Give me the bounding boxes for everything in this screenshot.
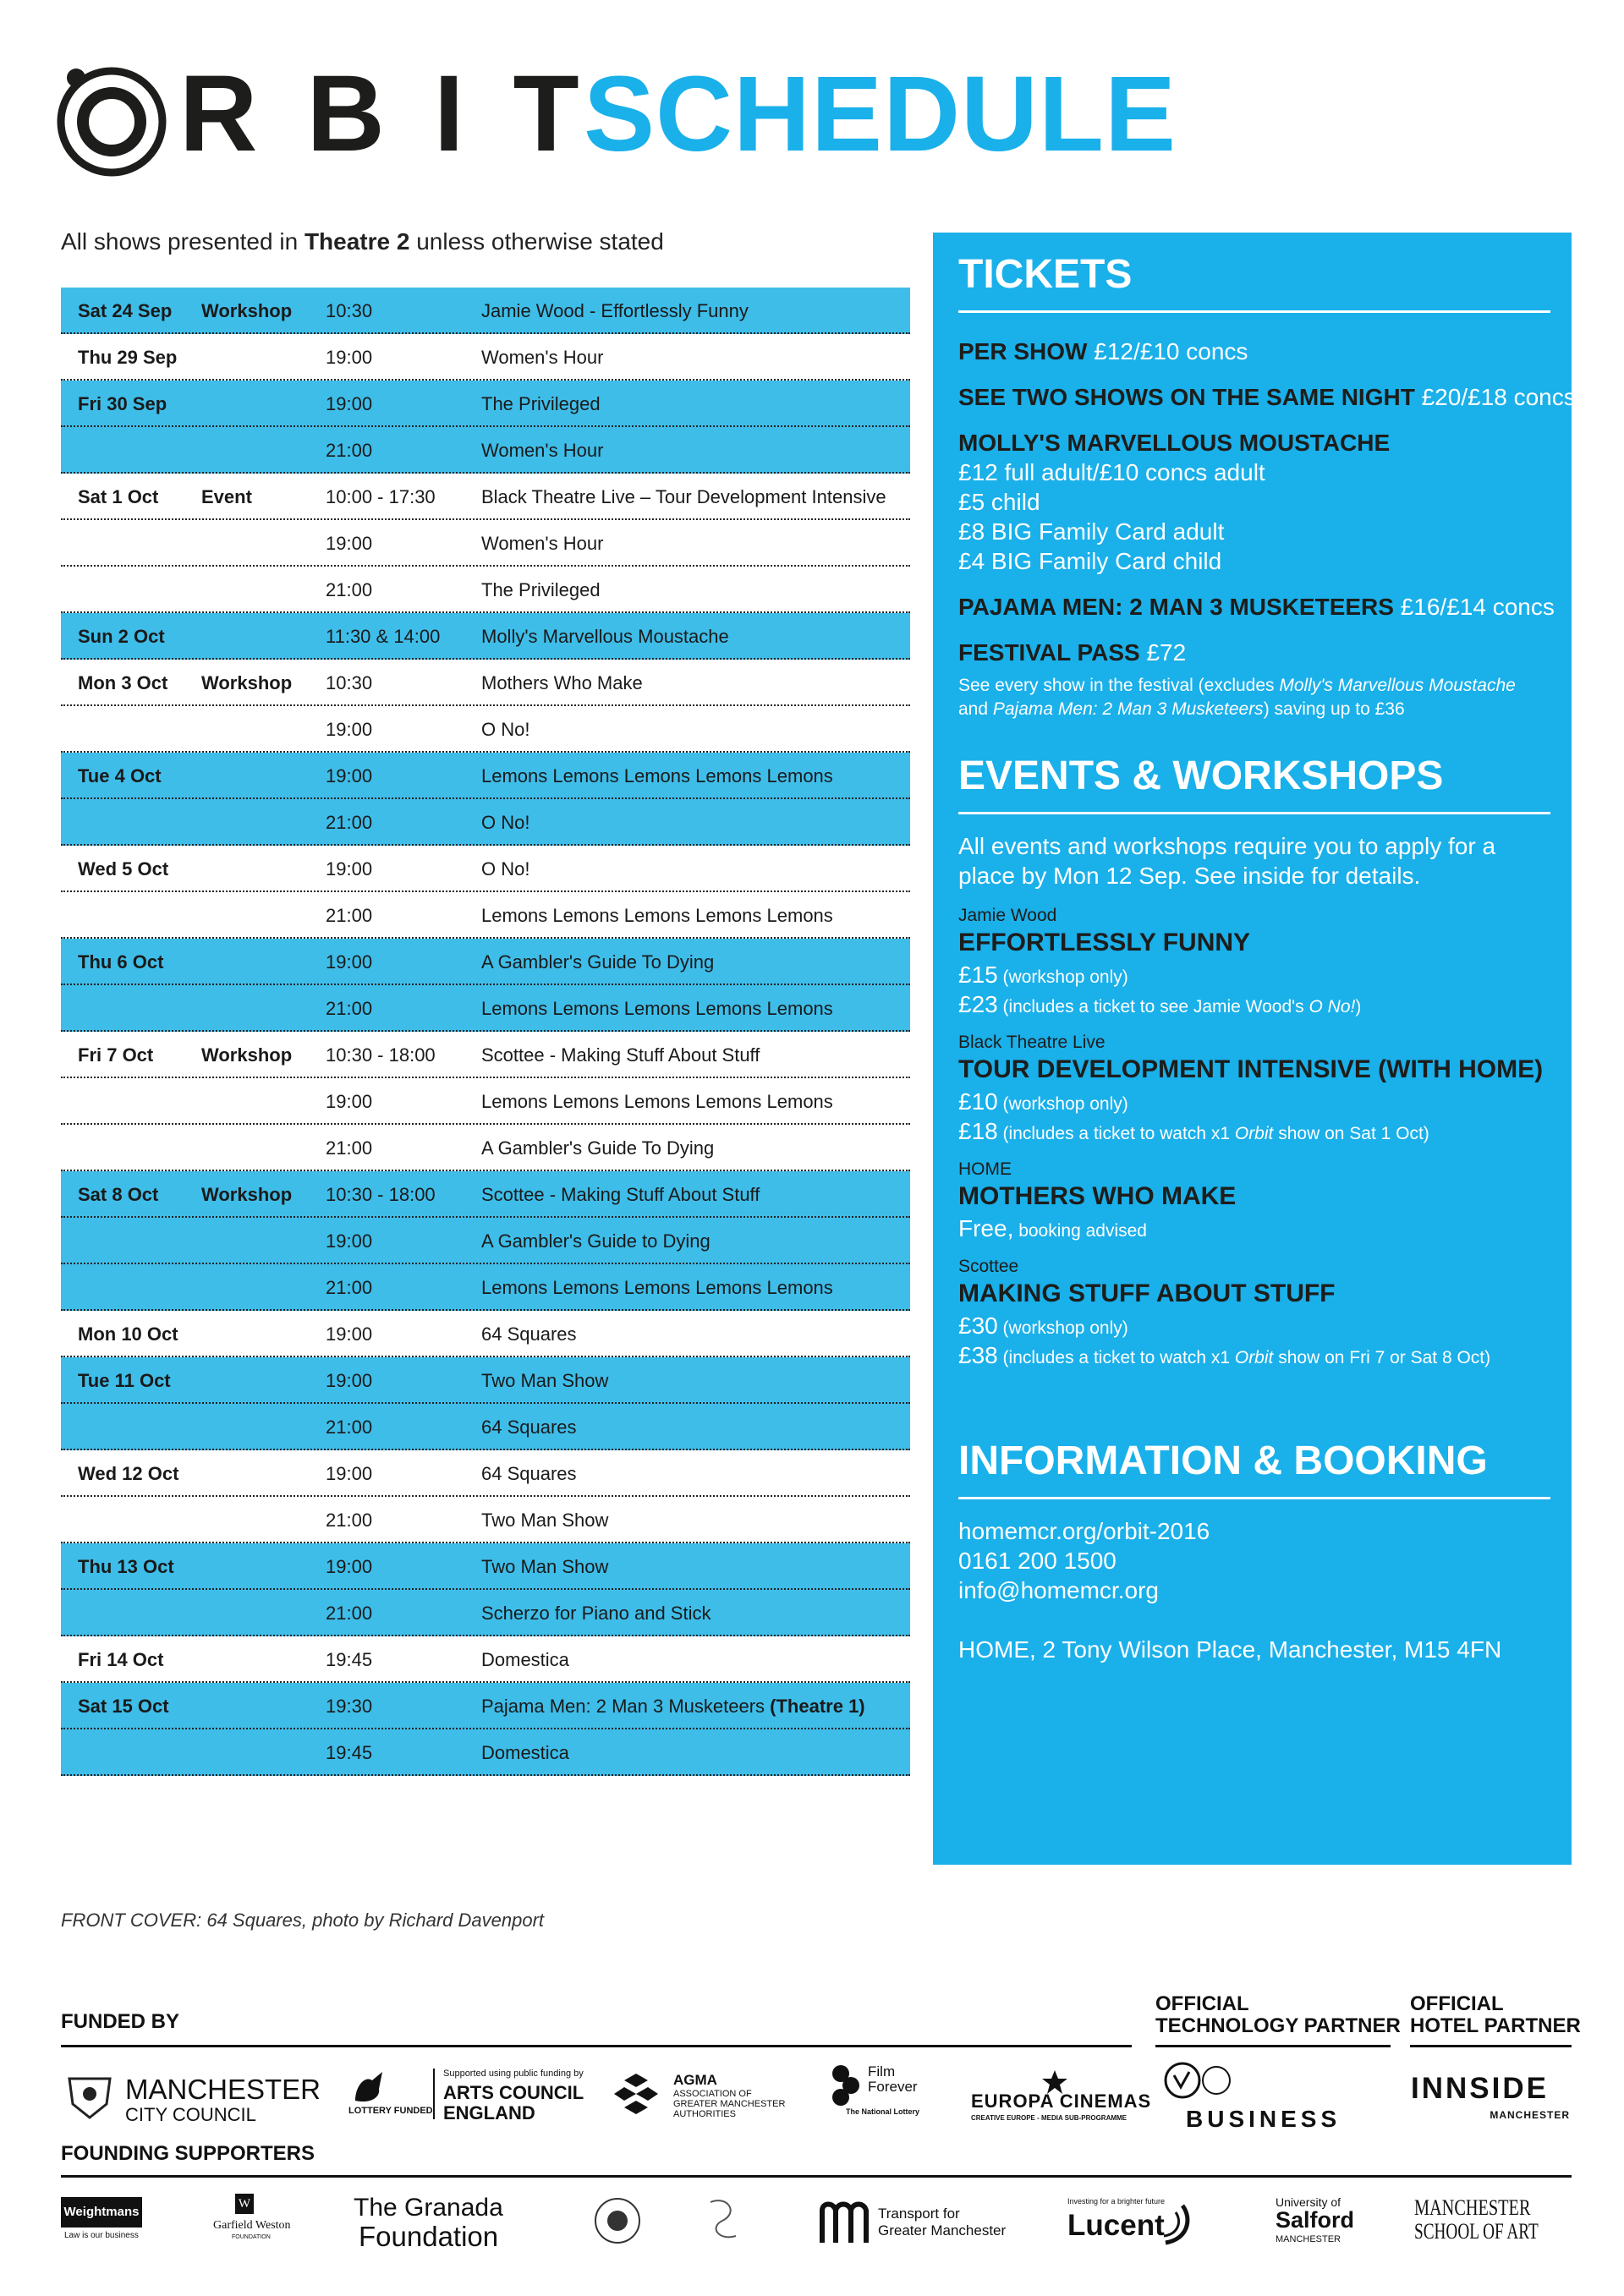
events-heading: EVENTS & WORKSHOPS xyxy=(958,753,1444,798)
tickets-rule xyxy=(958,310,1550,313)
schedule-title-text: Women's Hour xyxy=(481,533,604,554)
schedule-row xyxy=(61,1125,910,1171)
schedule-row xyxy=(61,567,910,613)
schedule-time: 19:00 xyxy=(326,1463,373,1484)
founding-heading: FOUNDING SUPPORTERS xyxy=(61,2142,315,2165)
schedule-title-text: Scottee - Making Stuff About Stuff xyxy=(481,1044,760,1066)
event-2-title: TOUR DEVELOPMENT INTENSIVE (WITH HOME) xyxy=(958,1055,1544,1083)
schedule-row xyxy=(61,613,910,660)
event-4-by: Scottee xyxy=(958,1257,1019,1276)
schedule-title-text: Molly's Marvellous Moustache xyxy=(481,626,729,647)
schedule-date: Fri 7 Oct xyxy=(78,1044,154,1066)
schedule-time: 21:00 xyxy=(326,1277,373,1298)
pass-price: £72 xyxy=(1139,639,1187,666)
schedule-title-text: Two Man Show xyxy=(481,1510,609,1531)
schedule-date: Sat 8 Oct xyxy=(78,1184,159,1205)
info-phone[interactable]: 0161 200 1500 xyxy=(958,1548,1116,1574)
per-show-label: PER SHOW xyxy=(958,338,1088,364)
tech-partner-heading: OFFICIAL TECHNOLOGY PARTNER xyxy=(1155,1992,1401,2037)
schedule-time: 19:00 xyxy=(326,951,373,973)
schedule-title-text: Lemons Lemons Lemons Lemons Lemons xyxy=(481,1277,833,1298)
schedule-row xyxy=(61,1032,910,1078)
schedule-time: 19:00 xyxy=(326,719,373,740)
schedule-row xyxy=(61,846,910,892)
founding-rule xyxy=(61,2175,1572,2178)
schedule-title-text: 64 Squares xyxy=(481,1323,577,1345)
schedule-time: 19:00 xyxy=(326,1370,373,1391)
schedule-row xyxy=(61,520,910,567)
schedule-title xyxy=(481,1277,833,1299)
lucent-arc-icon xyxy=(1140,2197,1191,2248)
pass-note-2: and Pajama Men: 2 Man 3 Musketeers) saving up to £36 xyxy=(958,699,1405,719)
charitable-trust-logo xyxy=(592,2195,643,2250)
schedule-row xyxy=(61,427,910,474)
schedule-time: 19:00 xyxy=(326,1230,373,1252)
schedule-time: 21:00 xyxy=(326,812,373,833)
schedule-title xyxy=(481,393,601,415)
schedule-title-text: Jamie Wood - Effortlessly Funny xyxy=(481,300,749,321)
schedule-title xyxy=(481,719,529,741)
tfgm-m-icon xyxy=(817,2199,871,2244)
molly-label: MOLLY'S MARVELLOUS MOUSTACHE xyxy=(958,430,1391,456)
schedule-title xyxy=(481,1091,833,1113)
intro-note xyxy=(61,228,664,255)
schedule-title-text: Scottee - Making Stuff About Stuff xyxy=(481,1184,760,1205)
agma-cubes-icon xyxy=(614,2072,658,2118)
schedule-row xyxy=(61,1636,910,1683)
event-4-price-2: £38 (includes a ticket to watch x1 Orbit show on Fri 7 or Sat 8 Oct) xyxy=(958,1342,1491,1368)
pajama-label: PAJAMA MEN: 2 MAN 3 MUSKETEERS xyxy=(958,594,1394,620)
schedule-title-text: Scherzo for Piano and Stick xyxy=(481,1603,711,1624)
schedule-title xyxy=(481,1463,577,1485)
event-4-price-1: £30 (workshop only) xyxy=(958,1312,1128,1339)
schedule-title xyxy=(481,533,603,555)
events-rule xyxy=(958,812,1550,814)
funded-rule xyxy=(61,2045,1132,2047)
hotel-rule xyxy=(1410,2045,1572,2047)
pass-note-1: See every show in the festival (excludes Molly's Marvellous Moustache xyxy=(958,676,1516,695)
per-show-price: £12/£10 concs xyxy=(1087,338,1248,364)
info-address: HOME, 2 Tony Wilson Place, Manchester, M15 4FN xyxy=(958,1636,1502,1663)
schedule-title-text: Women's Hour xyxy=(481,440,604,461)
schedule-title xyxy=(481,1649,569,1671)
schedule-title-text: A Gambler's Guide to Dying xyxy=(481,1230,710,1252)
info-panel xyxy=(933,233,1576,1865)
schedule-date: Mon 3 Oct xyxy=(78,672,168,693)
event-2-price-1: £10 (workshop only) xyxy=(958,1088,1128,1115)
schedule-type: Workshop xyxy=(201,1044,293,1066)
schedule-date: Mon 10 Oct xyxy=(78,1323,178,1345)
schedule-title xyxy=(481,1556,608,1578)
bfi-circles-icon xyxy=(831,2063,870,2112)
schedule-time: 10:30 xyxy=(326,300,373,321)
two-shows-price: £20/£18 concs xyxy=(1414,384,1576,410)
event-1-by: Jamie Wood xyxy=(958,906,1057,925)
schedule-time: 19:00 xyxy=(326,1091,373,1112)
schedule-time: 21:00 xyxy=(326,440,373,461)
schedule-title-text: Domestica xyxy=(481,1742,569,1763)
schedule-title-text: Lemons Lemons Lemons Lemons Lemons xyxy=(481,765,833,786)
event-2-by: Black Theatre Live xyxy=(958,1033,1106,1052)
schedule-row xyxy=(61,939,910,985)
intro-pre: All shows presented in xyxy=(61,228,304,255)
event-3-title: MOTHERS WHO MAKE xyxy=(958,1182,1237,1210)
schedule-time: 21:00 xyxy=(326,1137,373,1159)
schedule-time: 19:00 xyxy=(326,533,373,554)
schedule-row xyxy=(61,1590,910,1636)
virgin-media-icon xyxy=(1155,2062,1240,2101)
schedule-date: Fri 30 Sep xyxy=(78,393,167,414)
schedule-title-text: The Privileged xyxy=(481,579,601,600)
schedule-time: 10:00 - 17:30 xyxy=(326,486,436,507)
schedule-time: 21:00 xyxy=(326,1510,373,1531)
info-heading: INFORMATION & BOOKING xyxy=(958,1438,1488,1483)
schedule-venue-note: (Theatre 1) xyxy=(770,1696,865,1717)
monogram-icon xyxy=(702,2195,744,2243)
cover-credit: FRONT COVER: 64 Squares, photo by Richard Davenport xyxy=(61,1910,545,1931)
event-2-price-2: £18 (includes a ticket to watch x1 Orbit show on Sat 1 Oct) xyxy=(958,1118,1429,1144)
schedule-date: Thu 29 Sep xyxy=(78,347,178,368)
schedule-row xyxy=(61,799,910,846)
schedule-row xyxy=(61,1729,910,1776)
schedule-title xyxy=(481,1742,569,1764)
schedule-time: 19:45 xyxy=(326,1649,373,1670)
page-title: SCHEDULE xyxy=(584,54,1177,173)
schedule-time: 21:00 xyxy=(326,905,373,926)
schedule-title xyxy=(481,905,833,927)
schedule-title xyxy=(481,1696,865,1718)
schedule-title xyxy=(481,998,833,1020)
events-intro-2: place by Mon 12 Sep. See inside for details. xyxy=(958,863,1421,889)
schedule-table xyxy=(61,288,910,1776)
schedule-time: 19:00 xyxy=(326,858,373,879)
schedule-title xyxy=(481,951,714,973)
crest-icon xyxy=(61,2070,118,2121)
schedule-time: 21:00 xyxy=(326,1417,373,1438)
info-email[interactable]: info@homemcr.org xyxy=(958,1577,1159,1603)
schedule-title xyxy=(481,1510,608,1532)
molly-price-1: £12 full adult/£10 concs adult xyxy=(958,459,1265,485)
molly-price-4: £4 BIG Family Card child xyxy=(958,548,1222,574)
schedule-title-text: Women's Hour xyxy=(481,347,604,368)
schedule-row xyxy=(61,1404,910,1450)
schedule-row xyxy=(61,706,910,753)
pajama xyxy=(958,594,1555,621)
schedule-title-text: Two Man Show xyxy=(481,1370,609,1391)
schedule-row xyxy=(61,288,910,334)
schedule-row xyxy=(61,1497,910,1543)
schedule-title xyxy=(481,626,729,648)
schedule-time: 19:45 xyxy=(326,1742,373,1763)
schedule-time: 19:00 xyxy=(326,393,373,414)
ace-divider xyxy=(433,2069,435,2119)
schedule-title-text: Black Theatre Live – Tour Development Intensive xyxy=(481,486,886,507)
schedule-title xyxy=(481,672,643,694)
schedule-type: Event xyxy=(201,486,252,507)
schedule-title xyxy=(481,1370,608,1392)
orbit-logo xyxy=(52,52,628,179)
schedule-title xyxy=(481,1603,710,1625)
event-1-price-2: £23 (includes a ticket to see Jamie Wood's O No!) xyxy=(958,991,1362,1017)
schedule-title xyxy=(481,765,833,787)
schedule-row xyxy=(61,1311,910,1357)
schedule-title-text: Lemons Lemons Lemons Lemons Lemons xyxy=(481,1091,833,1112)
schedule-row xyxy=(61,1543,910,1590)
event-1-price-1: £15 (workshop only) xyxy=(958,962,1128,988)
schedule-time: 11:30 & 14:00 xyxy=(326,626,441,647)
molly-price-2: £5 child xyxy=(958,489,1040,515)
event-1-title: EFFORTLESSLY FUNNY xyxy=(958,929,1251,956)
schedule-title-text: A Gambler's Guide To Dying xyxy=(481,1137,715,1159)
schedule-date: Sun 2 Oct xyxy=(78,626,165,647)
funded-by-heading: FUNDED BY xyxy=(61,2010,180,2033)
schedule-title-text: 64 Squares xyxy=(481,1417,577,1438)
molly-price-3: £8 BIG Family Card adult xyxy=(958,518,1225,545)
schedule-title-text: Mothers Who Make xyxy=(481,672,643,693)
schedule-date: Tue 4 Oct xyxy=(78,765,162,786)
garfield-mark-icon: W xyxy=(235,2194,254,2214)
intro-bold: Theatre 2 xyxy=(304,228,410,255)
schedule-time: 19:00 xyxy=(326,1556,373,1577)
schedule-time: 21:00 xyxy=(326,1603,373,1624)
schedule-type: Workshop xyxy=(201,1184,293,1205)
schedule-time: 10:30 - 18:00 xyxy=(326,1184,436,1205)
festival-pass xyxy=(958,639,1186,666)
two-shows xyxy=(958,384,1576,411)
schedule-title xyxy=(481,1044,760,1066)
foundation-monogram-logo xyxy=(702,2195,744,2247)
schedule-row xyxy=(61,1357,910,1404)
info-website[interactable]: homemcr.org/orbit-2016 xyxy=(958,1518,1210,1544)
schedule-date: Sat 1 Oct xyxy=(78,486,159,507)
schedule-title-text: O No! xyxy=(481,858,530,879)
schedule-type: Workshop xyxy=(201,672,293,693)
schedule-time: 19:00 xyxy=(326,347,373,368)
event-3-price-1: Free, booking advised xyxy=(958,1215,1147,1241)
schedule-title-text: A Gambler's Guide To Dying xyxy=(481,951,715,973)
schedule-title xyxy=(481,1230,710,1252)
schedule-time: 10:30 xyxy=(326,672,373,693)
hotel-partner-heading: OFFICIAL HOTEL PARTNER xyxy=(1410,1992,1581,2037)
schedule-title xyxy=(481,1323,577,1345)
schedule-row xyxy=(61,753,910,799)
tickets-heading: TICKETS xyxy=(958,252,1133,297)
schedule-title xyxy=(481,1184,760,1206)
schedule-time: 19:00 xyxy=(326,1323,373,1345)
tech-rule xyxy=(1155,2045,1391,2047)
schedule-type: Workshop xyxy=(201,300,293,321)
schedule-date: Thu 6 Oct xyxy=(78,951,164,973)
schedule-title-text: Pajama Men: 2 Man 3 Musketeers xyxy=(481,1696,771,1717)
schedule-time: 19:00 xyxy=(326,765,373,786)
schedule-title xyxy=(481,858,529,880)
schedule-title xyxy=(481,579,601,601)
schedule-time: 10:30 - 18:00 xyxy=(326,1044,436,1066)
schedule-row xyxy=(61,1218,910,1264)
schedule-title-text: Lemons Lemons Lemons Lemons Lemons xyxy=(481,905,833,926)
schedule-row xyxy=(61,334,910,381)
event-4-title: MAKING STUFF ABOUT STUFF xyxy=(958,1280,1336,1307)
schedule-time: 21:00 xyxy=(326,998,373,1019)
two-shows-label: SEE TWO SHOWS ON THE SAME NIGHT xyxy=(958,384,1415,410)
schedule-title-text: O No! xyxy=(481,719,530,740)
trust-seal-icon xyxy=(592,2195,643,2246)
schedule-title-text: 64 Squares xyxy=(481,1463,577,1484)
schedule-title-text: Lemons Lemons Lemons Lemons Lemons xyxy=(481,998,833,1019)
schedule-row xyxy=(61,985,910,1032)
orbit-logo-letters: RBIT xyxy=(179,53,628,174)
schedule-row xyxy=(61,660,910,706)
lottery-hand-icon xyxy=(348,2069,389,2104)
schedule-date: Tue 11 Oct xyxy=(78,1370,171,1391)
schedule-time: 19:30 xyxy=(326,1696,373,1717)
schedule-title-text: The Privileged xyxy=(481,393,601,414)
schedule-row xyxy=(61,1078,910,1125)
schedule-title xyxy=(481,1417,577,1438)
intro-post: unless otherwise stated xyxy=(409,228,664,255)
schedule-date: Wed 12 Oct xyxy=(78,1463,179,1484)
schedule-row xyxy=(61,381,910,427)
schedule-date: Wed 5 Oct xyxy=(78,858,169,879)
schedule-title-text: Two Man Show xyxy=(481,1556,609,1577)
event-3-by: HOME xyxy=(958,1159,1012,1179)
schedule-row xyxy=(61,1450,910,1497)
info-rule xyxy=(958,1497,1550,1499)
schedule-time: 21:00 xyxy=(326,579,373,600)
schedule-date: Fri 14 Oct xyxy=(78,1649,164,1670)
schedule-date: Sat 15 Oct xyxy=(78,1696,169,1717)
schedule-title xyxy=(481,300,749,322)
events-intro-1: All events and workshops require you to apply for a xyxy=(958,833,1496,859)
pass-label: FESTIVAL PASS xyxy=(958,639,1140,666)
schedule-date: Thu 13 Oct xyxy=(78,1556,174,1577)
schedule-row xyxy=(61,1264,910,1311)
schedule-title xyxy=(481,486,886,508)
schedule-row xyxy=(61,1683,910,1729)
schedule-title xyxy=(481,1137,714,1159)
schedule-title-text: Domestica xyxy=(481,1649,569,1670)
schedule-date: Sat 24 Sep xyxy=(78,300,173,321)
pajama-price: £16/£14 concs xyxy=(1393,594,1555,620)
schedule-row xyxy=(61,474,910,520)
schedule-title xyxy=(481,440,603,462)
schedule-title xyxy=(481,812,529,834)
per-show xyxy=(958,338,1248,365)
schedule-row xyxy=(61,1171,910,1218)
schedule-row xyxy=(61,892,910,939)
schedule-title-text: O No! xyxy=(481,812,530,833)
schedule-title xyxy=(481,347,603,369)
